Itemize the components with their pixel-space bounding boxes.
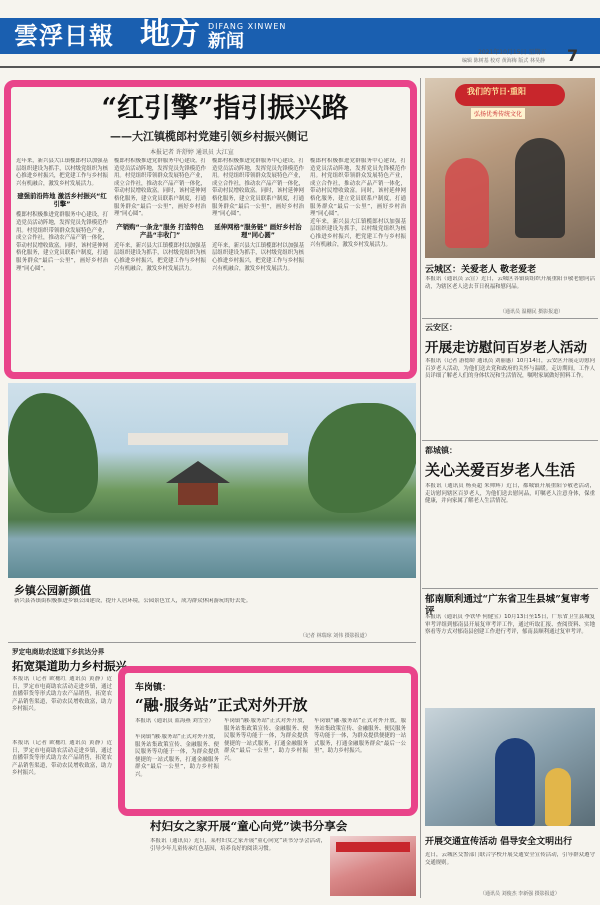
elder-figure — [515, 138, 565, 238]
lead-body-6: 榄郎村积极推进党群服务中心建设，打造党员活动阵地，发挥党员先锋模范作用。村党组织带领群众发展特色产业，成立合作社，推动农产品产销一体化，带动村民增收致富。同时，该村延伸网格化服务，建立党员联系户制度，打通服务群众“最后一公里”，画好乡村治理“同心圆”。 — [310, 158, 406, 218]
bottom-right-body: 近日，云城区交警部门联合学校开展交通安全宣传活动，引导群众遵守交通规则。 — [425, 852, 595, 866]
masthead-divider — [0, 66, 600, 68]
reading-event-photo — [330, 836, 416, 896]
yunan-title: 郁南顺利通过“广东省卫生县城”复审考评 — [425, 594, 590, 617]
divider-right-2 — [422, 440, 598, 441]
newspaper-logo: 雲浮日報 — [14, 21, 114, 50]
distant-building — [128, 433, 288, 445]
page-number: 7 — [567, 46, 579, 65]
bottom-mid-title: 村妇女之家开展“童心向党”读书分享会 — [150, 819, 348, 833]
chetian-byline: 本报讯（通讯员 蓝海燕 刘雪莹） — [135, 718, 214, 724]
right-mid2-body: 本报讯（通讯员 杨英超 朱帅辉）近日，都城镇开展重阳节敬老活动，走访慰问辖区百岁老人，为他们送去慰问品，叮嘱老人注意身体，保重健康，并向家属了解老人生活情况。 — [425, 483, 595, 505]
park-caption-body: 新兴县各镇街积极推进乡镇公园建设，提升人居环境，公园景色宜人，成为群众休闲游玩的好去处。 — [14, 598, 252, 604]
editors-line: 编辑 陈树基 校对 黄海梅 版式 林昊静 — [462, 58, 545, 64]
park-credit: （记者 林瑞琼 刘伟 摄影报道） — [300, 633, 370, 639]
lead-section-head-2: 产销购“一条龙”服务 打造特色产品“丰收门” — [116, 222, 204, 239]
lead-body-3: 近年来，新兴县大江镇榄郎村以加强基层组织建设为抓手，以村级党组织为核心推进乡村振兴，把党建工作与乡村振兴有机融合，激发乡村发展活力。 — [114, 242, 206, 272]
right-mid-kicker: 云安区： — [425, 323, 457, 332]
divider-bottom-left — [8, 642, 416, 643]
reading-banner — [336, 842, 410, 852]
bottom-right-credit: （通讯员 刘俊杰 李新强 摄影报道） — [480, 891, 560, 897]
vertical-divider — [420, 78, 421, 898]
lead-body-5: 近年来，新兴县大江镇榄郎村以加强基层组织建设为抓手，以村级党组织为核心推进乡村振兴，把党建工作与乡村振兴有机融合，激发乡村发展活力。 — [212, 242, 304, 272]
lead-byline: 本报记者 许舒婷 通讯员 大江宣 — [150, 149, 234, 156]
lead-body-2: 榄郎村积极推进党群服务中心建设，打造党员活动阵地，发挥党员先锋模范作用。村党组织带领群众发展特色产业，成立合作社，推动农产品产销一体化，带动村民增收致富。同时，该村延伸网格化服务，建立党员联系户制度，打通服务群众“最后一公里”，画好乡村治理“同心圆”。 — [114, 158, 206, 218]
yunan-photo — [425, 708, 595, 826]
right-mid2-kicker: 都城镇： — [425, 446, 457, 455]
tree-left — [8, 393, 98, 513]
chetian-body-2: 车岗镇“融·服务站”正式对外开放，服务站集政策宣传、金融服务、便民服务等功能于一体，为群众提供便捷的一站式服务，打通金融服务群众“最后一公里”，助力乡村振兴。 — [224, 718, 308, 762]
lead-body-4: 榄郎村积极推进党群服务中心建设，打造党员活动阵地，发挥党员先锋模范作用。村党组织带领群众发展特色产业，成立合作社，推动农产品产销一体化，带动村民增收致富。同时，该村延伸网格化服务，建立党员联系户制度，打通服务群众“最后一公里”，画好乡村治理“同心圆”。 — [212, 158, 304, 218]
bottom-left-title: 拓宽渠道助力乡村振兴 — [12, 659, 127, 673]
lead-intro: 近年来，新兴县大江镇榄郎村以加强基层组织建设为抓手，以村级党组织为核心推进乡村振兴，把党建工作与乡村振兴有机融合，激发乡村发展活力。 — [16, 158, 108, 187]
masthead — [0, 0, 600, 70]
right-top-credit: （通讯员 温棚民 摄影报道） — [500, 309, 564, 315]
bottom-right-title: 开展交通宣传活动 倡导安全文明出行 — [425, 837, 573, 847]
lead-subtitle: ——大江镇榄郎村党建引领乡村振兴侧记 — [110, 130, 308, 143]
pavilion-body — [178, 483, 218, 505]
issue-date: 2021年10月15日 星期五 — [478, 49, 547, 56]
right-top-caption-title: 云城区：关爱老人 敬老爱老 — [425, 265, 537, 275]
bottom-left-body-2: 本报讯（记者 欧穗红 通讯员 黄静）近日，罗定市电商助农活动走进乡镇，通过直播带货等形式助力农产品销售，拓宽农产品销售渠道，带动农民增收致富，助力乡村振兴。 — [12, 740, 112, 777]
park-caption-title: 乡镇公园新颜值 — [14, 584, 91, 597]
elderly-visit-photo — [425, 78, 595, 258]
lead-column-3 — [212, 158, 304, 368]
bottom-left-body-1: 本报讯（记者 欧穗红 通讯员 黄静）近日，罗定市电商助农活动走进乡镇，通过直播带货等形式助力农产品销售，拓宽农产品销售渠道，带动农民增收致富，助力乡村振兴。 — [12, 676, 112, 713]
chetian-body-3: 车岗镇“融·服务站”正式对外开放，服务站集政策宣传、金融服务、便民服务等功能于一体，为群众提供便捷的一站式服务，打通金融服务群众“最后一公里”，助力乡村振兴。 — [314, 718, 406, 755]
section-pinyin: DIFANG XINWEN — [208, 22, 287, 31]
tree-right — [308, 403, 416, 513]
lead-section-head-1: 建强前沿阵地 激活乡村振兴“红引擎” — [17, 192, 107, 209]
right-mid2-title: 关心关爱百岁老人生活 — [425, 461, 576, 479]
child-figure — [545, 768, 571, 826]
chetian-kicker: 车岗镇： — [135, 683, 172, 693]
lead-section-head-3: 延伸网格“服务链” 画好乡村治理“同心圆” — [214, 222, 302, 239]
lead-body-7: 近年来，新兴县大江镇榄郎村以加强基层组织建设为抓手，以村级党组织为核心推进乡村振兴，把党建工作与乡村振兴有机融合，激发乡村发展活力。 — [310, 218, 406, 248]
chetian-body-1: 车岗镇“融·服务站”正式对外开放，服务站集政策宣传、金融服务、便民服务等功能于一体，为群众提供便捷的一站式服务，打通金融服务群众“最后一公里”，助力乡村振兴。 — [135, 734, 219, 778]
festival-banner-text: 我们的节日·重阳 — [467, 87, 527, 96]
section-subtitle: 新闻 — [208, 31, 244, 52]
lead-column-2 — [114, 158, 206, 368]
bottom-left-kicker: 罗定电商助农送道下乡抗达分界 — [12, 648, 105, 656]
park-photo — [8, 383, 416, 578]
lead-column-1 — [16, 158, 108, 368]
lead-column-4 — [310, 158, 406, 368]
right-mid-title: 开展走访慰问百岁老人活动 — [425, 340, 587, 356]
right-top-caption-body: 本报讯（通讯员 云宣）近日，云城区各镇街组织开展重阳节敬老慰问活动，为辖区老人送去节日祝福和慰问品。 — [425, 276, 595, 290]
bottom-mid-body: 本报讯（通讯员）近日，某村妇女之家开展“童心向党”读书分享会活动，引导少年儿童传承红色基因，培养良好的阅读习惯。 — [150, 838, 326, 852]
yunan-body: 本报讯（通讯员 李铁华 何健宝）10月13日至15日，广东省卫生县城复审考评组到郁南县开展复审考评工作，通过听取汇报、查阅资料、实地察看等方式对郁南县创建工作进行考评，郁南县顺利通过复审考评。 — [425, 614, 595, 636]
pavilion-roof — [158, 461, 238, 483]
chetian-title: “融·服务站”正式对外开放 — [135, 696, 308, 714]
lead-body-1: 榄郎村积极推进党群服务中心建设，打造党员活动阵地，发挥党员先锋模范作用。村党组织带领群众发展特色产业，成立合作社，推动农产品产销一体化，带动村民增收致富。同时，该村延伸网格化服务，建立党员联系户制度，打通服务群众“最后一公里”，画好乡村治理“同心圆”。 — [16, 212, 108, 272]
festival-banner-sub: 弘扬优秀传统文化 — [471, 108, 525, 119]
right-mid-body: 本报讯（记者 游德娇 通讯员 刘丽惠）10月14日，云安区开展走访慰问百岁老人活动，为他们送去党和政府的关怀与温暖。走访期间，工作人员详细了解老人们的身体状况和生活情况，嘱咐家属做好照料工作。 — [425, 358, 595, 380]
visitor-figure — [445, 158, 489, 248]
divider-right-1 — [422, 318, 598, 319]
section-title: 地方 — [140, 17, 200, 52]
divider-right-3 — [422, 588, 598, 589]
lead-title: “红引擎”指引振兴路 — [101, 93, 349, 124]
officer-figure — [495, 738, 535, 826]
